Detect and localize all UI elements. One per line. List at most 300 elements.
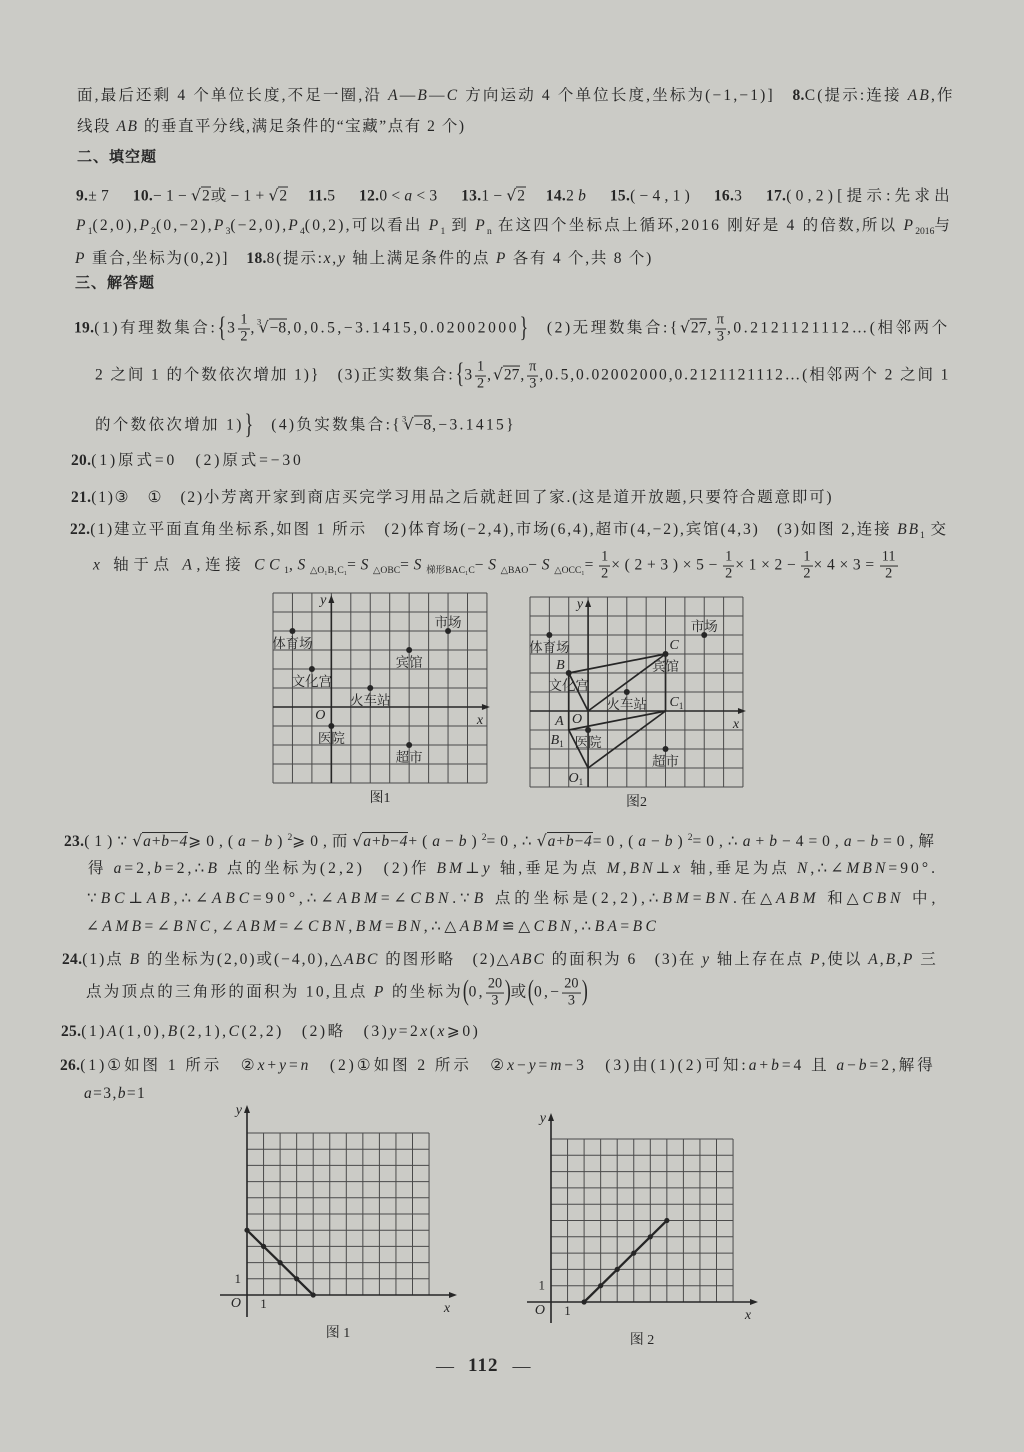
square-root [191,187,211,205]
line-content [70,519,948,547]
math-variable: P [288,217,300,235]
text-run: = [692,890,706,908]
math-variable: MBN [846,860,889,878]
coordinate-grid [247,1133,429,1295]
line-content [71,450,304,472]
q22-figure-2-coordinate-map [513,588,763,814]
math-variable: C [228,1023,242,1041]
fraction [475,360,486,393]
vertex-letter: B [556,658,565,673]
math-variable: a [238,832,251,850]
question-number: 24. [62,951,83,969]
text-run: (2,1), [179,1023,229,1041]
subscript: 2016 [915,225,935,237]
math-variable: y [279,1057,289,1075]
question-number: 23. [64,832,85,850]
vertex-letter: A [555,714,564,729]
fraction-denominator: 3 [529,375,537,392]
math-variable: P [139,217,152,235]
math-variable: a [638,832,652,850]
fraction-denominator: 3 [716,328,724,345]
large-bracket: { [217,311,227,344]
math-variable: P [76,217,88,235]
radical-sign-icon [191,188,201,205]
fraction [562,977,580,1010]
math-variable: b [858,1057,870,1075]
math-variable: CBN [862,890,905,908]
math-variable: a [836,1057,848,1075]
origin-label: O [315,708,326,723]
text-run: =0,∴ [692,832,743,850]
text-run: = [400,556,414,574]
math-variable: BA [594,918,621,936]
math-variable: B [129,951,142,969]
text-run: =0,( [592,832,639,850]
question-number: 9. [76,187,89,205]
place-label: 文化宫 [291,674,333,689]
text-run: (1)有理数集合: [94,319,218,337]
fraction-numerator: π [716,311,724,328]
text-run: ,∴ [574,918,595,936]
math-variable: a [84,1085,94,1103]
place-label: 医院 [317,731,345,746]
figure-caption: 图1 [369,791,391,806]
text-run: , [288,556,298,574]
fraction [238,313,249,346]
x-axis-label: x [744,1308,752,1323]
text-run: 方向运动 4 个单位长度,坐标为(−1,−1)] [459,87,793,105]
math-variable: AB [146,890,174,908]
place-marker [624,689,630,695]
x-axis-label: x [732,717,740,732]
text-run: 的个数依次增加 1) [95,416,244,434]
line-content [76,185,954,208]
superscript: 2 [287,832,293,844]
text-run: =4 且 [781,1057,837,1075]
section-heading-fill-in-blank [77,146,157,169]
text-run: ,作 [930,87,955,105]
origin-label: O [230,1296,241,1311]
root-index: 3 [257,316,262,327]
math-variable: P [75,250,87,268]
text-run: , [622,860,630,878]
math-variable: B [885,951,898,969]
solution-point [598,1283,603,1288]
math-variable: P [495,250,508,268]
text-run: 轴,垂足为点 [683,860,797,878]
text-run: =1 [126,1085,147,1103]
text-run: − [445,832,459,850]
radicand: 2 [517,187,526,205]
solution-point [311,1292,316,1297]
text-run: ±7 [88,187,133,205]
y-axis-label: y [235,1103,242,1118]
text-run: ∠ [86,918,103,936]
place-label: 市场 [690,619,718,634]
text-run: =90°. [888,860,939,878]
line-content [60,1055,936,1077]
subscript: △O₁B₁C₁ [310,565,348,577]
square-root [680,319,707,337]
math-variable: B [207,860,221,878]
math-variable: P [810,951,822,969]
text-run: , [897,951,903,969]
math-variable: P [902,951,915,969]
subscript: 1 [440,225,446,237]
radical-sign-icon [680,320,690,337]
question-number: 11. [307,187,328,205]
place-marker [663,746,669,752]
origin-label: O [534,1303,545,1318]
vertex-label [670,638,680,653]
y-axis-label: y [576,597,584,612]
square-root [268,187,288,205]
text-run: , [348,918,356,936]
text-run: 的坐标为(2,0)或(−4,0),△ [141,951,345,969]
fraction-denominator: 3 [567,992,575,1009]
text-run: =∠ [380,890,411,908]
text-run: 或−1+ [210,187,269,205]
fraction [723,550,734,583]
answer-19-continuation-1 [95,360,950,393]
math-variable: b [264,832,278,850]
text-run: 三 [914,951,938,969]
text-run: =2,解得 [869,1057,936,1075]
x-tick-label: 1 [260,1296,267,1311]
text-run: 得 [88,860,114,878]
solution-point [615,1267,620,1272]
figure-caption: 图 2 [629,1333,655,1348]
line-content [93,550,899,583]
text-run: ) [677,832,688,850]
math-variable: y [528,1057,539,1075]
line-content [76,215,952,243]
text-run: =2 [398,1023,421,1041]
answer-20 [71,450,304,472]
section-heading: 二、填空题 [77,147,158,166]
math-variable: x [437,1023,447,1041]
fraction-numerator: 11 [881,548,896,565]
vertex-letter: O [568,771,579,786]
place-label: 体育场 [529,640,570,655]
subscript: △OBC [373,565,401,577]
x-axis-label: x [443,1301,451,1316]
math-variable: x [323,250,333,268]
text-run: ⩾0) [446,1023,481,1041]
place-marker [546,632,552,638]
math-variable: y [337,250,347,268]
text-run: 0, [468,983,485,1001]
math-variable: a [404,187,417,205]
math-variable: B [417,87,430,105]
text-run: (1)原式=0 (2)原式=−30 [91,452,304,470]
solution-point [278,1260,283,1265]
answers-9-to-17 [76,185,954,208]
line-content [77,116,466,138]
square-root [493,366,520,384]
y-axis-arrow-icon [548,1113,554,1121]
math-variable: a [843,832,857,850]
question-number: 16. [713,187,735,205]
math-variable: m [550,1057,565,1075]
text-run: (2)无理数集合:{ [528,319,680,337]
text-run: 的面积为 6 (3)在 [545,951,703,969]
y-axis-arrow-icon [585,599,591,607]
line-content [71,487,833,509]
text-run: — [429,87,447,105]
answers-17-18 [75,248,653,270]
text-run: .∵ [452,890,474,908]
large-bracket: ( [528,975,535,1007]
triangle-edge [569,654,666,673]
math-variable: ABM [459,918,502,936]
math-variable: b [458,832,472,850]
line-content [74,311,950,346]
text-run: 5 [327,187,360,205]
text-run: − [651,832,665,850]
math-variable: x [93,556,105,574]
text-run: ×4×3= [813,556,879,574]
text-run: 3 [464,366,475,384]
math-variable: n [300,1057,312,1075]
vertex-label [568,771,583,787]
math-variable: x [507,1057,517,1075]
nth-root [402,413,432,434]
page-number: 112 [468,1355,499,1376]
math-variable: BNC [173,918,214,936]
math-variable: AMB [102,918,145,936]
text-run: ⊥ [128,890,147,908]
question-number: 15. [609,187,631,205]
text-run: , [487,366,493,384]
math-variable: BC [632,918,660,936]
place-marker [309,666,315,672]
radical-sign-icon [268,188,278,205]
vertex-subscript: 1 [578,777,584,787]
text-run: = [347,556,361,574]
radicand: a+b−4 [363,832,408,850]
y-tick-label: 1 [234,1270,241,1286]
math-variable: A [106,1023,119,1041]
line-content [64,827,939,853]
text-run: + [267,1057,280,1075]
math-variable: b [154,860,165,878]
text-run: 3 [734,187,766,205]
place-label: 体育场 [272,636,313,651]
solution-line [584,1221,667,1303]
place-marker [585,727,591,733]
square-root [132,832,188,850]
solution-point [244,1228,249,1233]
place-marker [406,742,412,748]
text-run: ⊥ [655,860,674,878]
question-number: 14. [545,187,567,205]
text-run: 0,− [533,983,562,1001]
math-variable: ABM [337,890,381,908]
text-run: 1− [481,187,507,205]
fraction-numerator: 1 [601,548,609,565]
text-run: (2,0), [92,217,140,235]
solution-point [261,1244,266,1249]
vertex-letter: C [669,695,679,710]
line-content [86,977,587,1010]
math-variable: BN [705,890,733,908]
section-heading-solutions [75,272,155,295]
radical-sign-icon [132,833,142,850]
footer-dash-left: — [436,1355,454,1376]
text-run: =90°,∴∠ [252,890,338,908]
text-run: 和△ [819,890,863,908]
fraction [527,360,538,393]
square-root [506,187,526,205]
fraction [715,313,726,346]
y-axis-arrow-icon [244,1105,250,1113]
question-number: 12. [359,187,380,205]
line-content [75,248,653,270]
radical-sign-icon [404,417,414,434]
math-variable: ABC [344,951,380,969]
subscript: 4 [300,225,305,237]
vertex-label [551,733,564,749]
question-number: 21. [71,489,92,507]
math-variable: b [771,1057,782,1075]
text-run: (1)建立平面直角坐标系,如图 1 所示 (2)体育场(−2,4),市场(6,4),超市(4,−2),宾馆(4,3) (3)如图 2,连接 [90,521,898,539]
figure-caption: 图2 [625,795,647,810]
text-run: 到 [445,217,476,235]
radical-sign-icon [537,833,547,850]
text-run: 轴于点 [104,556,183,574]
text-run: 与 [934,217,953,235]
text-run: (1)∵ [84,832,133,850]
math-variable: P [428,217,441,235]
vertex-letter: B [550,733,560,748]
origin-label: O [571,712,583,727]
text-run: 0< [379,187,405,205]
text-run: − [516,1057,529,1075]
solution-point [294,1276,299,1281]
answer-22-continuation [93,550,899,583]
text-run: =0,解 [883,832,939,850]
text-run: 交 [924,521,948,539]
large-bracket: } [519,311,529,344]
y-tick-label: 1 [538,1277,545,1293]
text-run: − [847,1057,859,1075]
math-variable: y [482,860,493,878]
text-run: 点的坐标是(2,2),∴ [487,890,663,908]
text-run: 轴,垂足为点 [492,860,607,878]
line-content [77,146,157,169]
superscript: 2 [687,832,693,844]
text-run: ,使以 [821,951,869,969]
radicand: −8 [269,319,287,337]
text-run: ⩾0,( [188,832,239,850]
q26-figure-2-line-graph [515,1100,773,1350]
text-run: ⩾0,而 [292,832,353,850]
math-variable: S [413,556,427,574]
text-run: ,∠ [213,918,238,936]
vertex-subscript: 1 [559,739,564,749]
math-variable: y [702,951,711,969]
math-variable: S [297,556,310,574]
text-run: (0,−2), [155,217,214,235]
fraction-denominator: 2 [240,328,248,345]
question-number: 8. [792,87,805,105]
line-content [95,407,516,440]
text-run: 轴上满足条件的点 [346,250,496,268]
x-axis-label: x [476,713,484,728]
question-number: 10. [132,187,154,205]
text-run: 2 之间 1 的个数依次增加 1)} (3)正实数集合: [95,366,455,384]
subscript: △OCC₁ [554,565,585,577]
fraction-denominator: 2 [725,565,733,582]
math-variable: ABC [211,890,253,908]
text-run: (0,2)[提示:先求出 [786,187,954,205]
text-run: (0,2),可以看出 [304,217,429,235]
place-marker [566,670,572,676]
fraction-denominator: 2 [803,565,811,582]
text-run: 线段 [77,118,117,136]
line-content [95,360,950,393]
answer-26 [60,1055,936,1077]
vertex-letter: C [669,638,679,653]
subscript: 1 [919,529,925,541]
text-run: 轴上存在点 [710,951,811,969]
figure-caption: 图 1 [325,1326,351,1341]
math-variable: BB [897,521,920,539]
subscript: 1 [284,565,289,577]
text-run: =2,∴ [164,860,208,878]
math-variable: b [578,187,591,205]
math-variable: BM [662,890,693,908]
fraction-denominator: 3 [491,992,499,1009]
text-run: 中, [904,890,940,908]
text-run: 各有 4 个,共 8 个) [507,250,654,268]
text-run: 的图形略 (2)△ [379,951,511,969]
text-run: =2, [124,860,155,878]
line-content [61,1021,480,1043]
fraction-numerator: 1 [477,358,485,375]
text-run: −3 (3)由(1)(2)可知: [564,1057,749,1075]
text-run: 点的坐标为(2,2) (2)作 [220,860,437,878]
radical-sign-icon [352,833,362,850]
radicand: 27 [690,319,707,337]
question-number: 20. [71,452,92,470]
math-variable: BM [355,918,385,936]
line-content [75,272,155,295]
place-label: 市场 [434,615,462,630]
text-run: ,连接 [196,556,255,574]
answer-19-continuation-2 [95,407,516,440]
question-number: 26. [60,1057,81,1075]
math-variable: A [868,951,880,969]
math-variable: S [488,556,501,574]
math-variable: P [903,217,916,235]
math-variable: B [473,890,488,908]
question-number: 22. [70,521,91,539]
superscript: 2 [481,832,487,844]
math-variable: CBN [410,890,453,908]
place-label: 火车站 [606,697,648,712]
y-axis-label: y [320,593,327,608]
answer-17-continuation [76,215,952,243]
text-run: + [759,1057,772,1075]
text-run: 面,最后还剩 4 个单位长度,不足一圈,沿 [77,87,389,105]
math-variable: A [388,87,400,105]
text-run: − [250,832,265,850]
math-variable: BM [436,860,466,878]
math-variable: M [606,860,623,878]
square-root [352,832,408,850]
